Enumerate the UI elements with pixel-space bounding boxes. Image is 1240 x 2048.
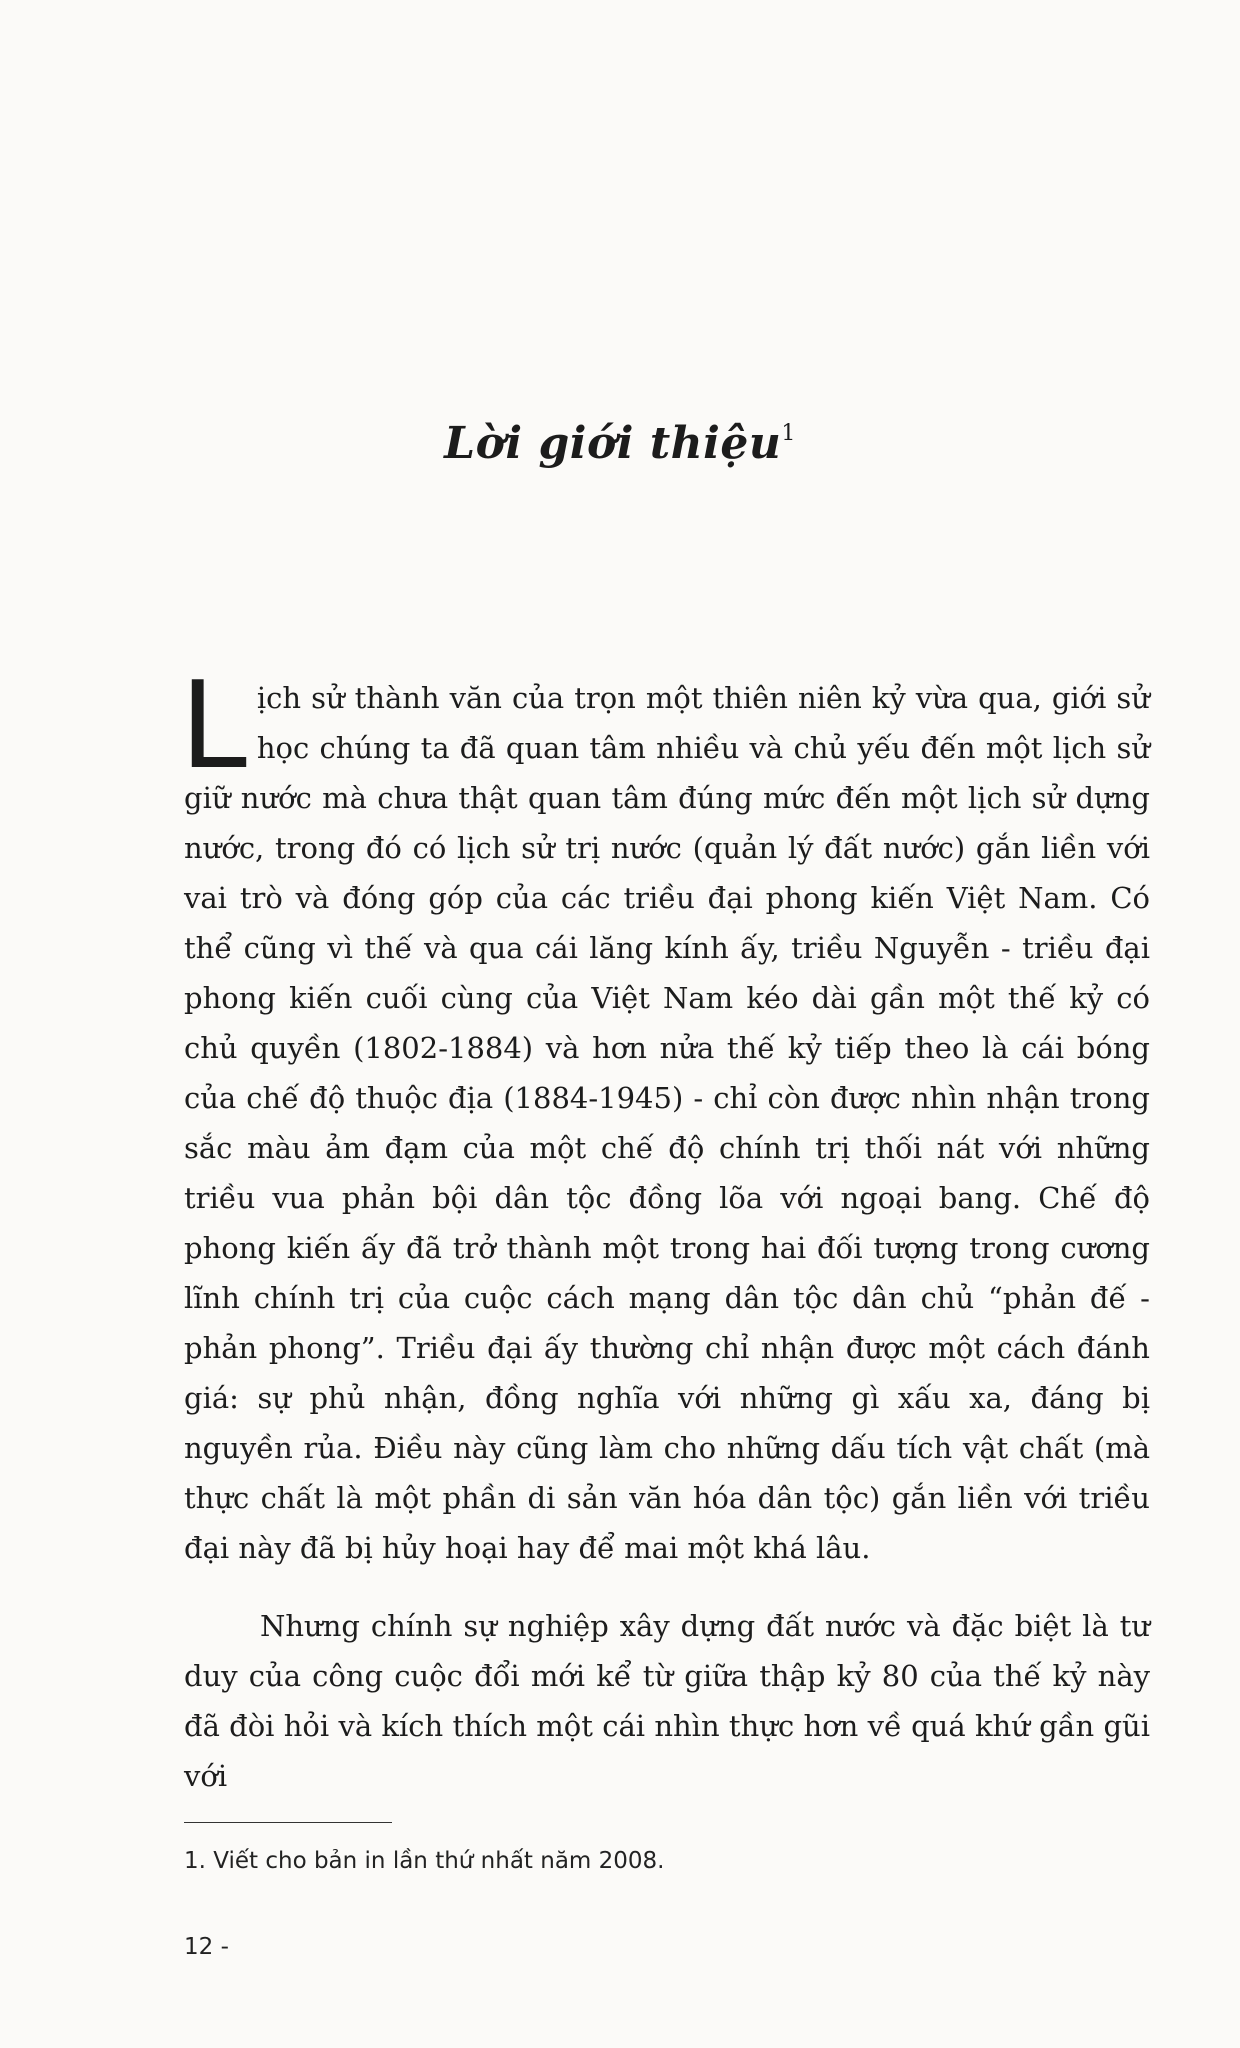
body-text — [180, 657, 1150, 1801]
footnote: 1. Viết cho bản in lần thứ nhất năm 2008. — [184, 1848, 665, 1874]
footnote-marker: 1 — [781, 421, 796, 447]
footnote-divider — [184, 1822, 392, 1823]
chapter-title-text: Lời giới thiệu — [444, 418, 782, 469]
page-number: 12 - — [184, 1934, 229, 1960]
chapter-title — [0, 418, 1240, 469]
paragraph-2: Nhưng chính sự nghiệp xây dựng đất nước và đặc biệt là tư duy của công cuộc đổi mới kể từ giữa thập kỷ 80 của thế kỷ này đã đòi hỏi và kích thích một cái nhìn thực hơn về quá khứ gần gũi với — [184, 1609, 1150, 1793]
paragraph-1 — [180, 657, 1150, 1573]
drop-cap: L — [180, 657, 247, 796]
paragraph-1-text: ịch sử thành văn của trọn một thiên niên kỷ vừa qua, giới sử học chúng ta đã quan tâm nhiều và chủ yếu đến một lịch sử giữ nước mà chưa thật quan tâm đúng mức đến một lịch sử dựng nước, trong đó có lịch sử trị nước (quản lý đất nước) gắn liền với vai trò và đóng góp của các triều đại phong kiến Việt Nam. Có thể cũng vì thế và qua cái lăng kính ấy, triều Nguyễn - triều đại phong kiến cuối cùng của Việt Nam kéo dài gần một thế kỷ có chủ quyền (1802-1884) và hơn nửa thế kỷ tiếp theo là cái bóng của chế độ thuộc địa (1884-1945) - chỉ còn được nhìn nhận trong sắc màu ảm đạm của một chế độ chính trị thối nát với những triều vua phản bội dân tộc đồng lõa với ngoại bang. Chế độ phong kiến ấy đã trở thành một trong hai đối tượng trong cương lĩnh chính trị của cuộc cách mạng dân tộc dân chủ “phản đế - phản phong”. Triều đại ấy thường chỉ nhận được một cách đánh giá: sự phủ nhận, đồng nghĩa với những gì xấu xa, đáng bị nguyền rủa. Điều này cũng làm cho những dấu tích vật chất (mà thực chất là một phần di sản văn hóa dân tộc) gắn liền với triều đại này đã bị hủy hoại hay để mai một khá lâu. — [184, 681, 1150, 1565]
